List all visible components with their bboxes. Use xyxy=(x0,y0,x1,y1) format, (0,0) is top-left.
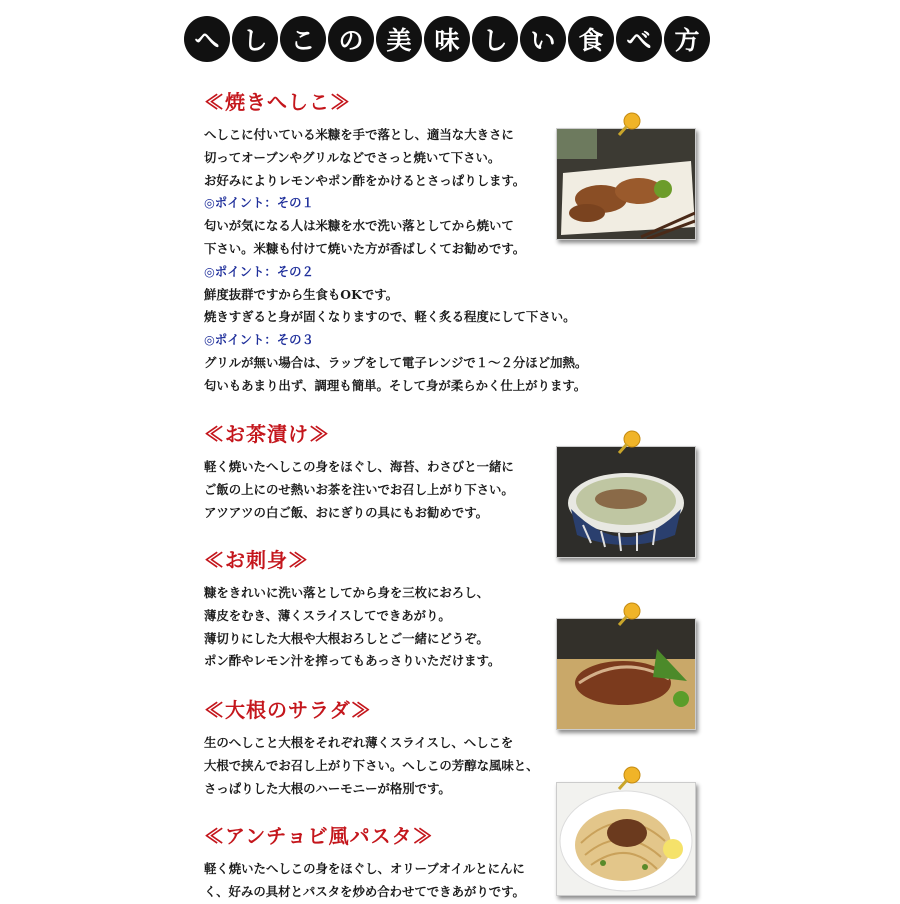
section-grilled-heshiko xyxy=(204,88,604,398)
section-daikon-salad xyxy=(204,696,604,800)
section-ochazuke xyxy=(204,420,604,524)
text-line: 軽く焼いたへしこの身をほぐし、海苔、わさびと一緒に xyxy=(204,459,514,474)
text-line: 軽く焼いたへしこの身をほぐし、オリーブオイルとにんに xyxy=(204,861,525,876)
pushpin-icon xyxy=(616,430,642,456)
ochazuke-photo xyxy=(556,446,696,558)
title-char: い xyxy=(520,16,566,62)
section-anchovy-pasta xyxy=(204,822,604,904)
section-sashimi xyxy=(204,546,604,673)
text-line: 薄切りにした大根や大根おろしとご一緒にどうぞ。 xyxy=(204,630,489,646)
text-line: グリルが無い場合は、ラップをして電子レンジで１～２分ほど加熱。 xyxy=(204,354,588,370)
pushpin-icon xyxy=(616,766,642,792)
pushpin-icon xyxy=(616,112,642,138)
text-line: 匂いもあまり出ず、調理も簡単。そして身が柔らかく仕上がります。 xyxy=(204,377,587,393)
title-char: 方 xyxy=(664,16,710,62)
text-line: アツアツの白ご飯、おにぎりの具にもお勧めです。 xyxy=(204,504,488,520)
title-char: 食 xyxy=(568,16,614,62)
text-line: 生のへしこと大根をそれぞれ薄くスライスし、へしこを xyxy=(204,735,514,750)
grilled-heshiko-photo xyxy=(556,128,696,240)
title-char: こ xyxy=(280,16,326,62)
text-line: 薄皮をむき、薄くスライスしてできあがり。 xyxy=(204,607,451,623)
section-title: ≪アンチョビ風パスタ≫ xyxy=(204,824,434,848)
point-heading: ◎ポイント：その２ xyxy=(204,263,314,279)
text-line: 切ってオーブンやグリルなどでさっと焼いて下さい。 xyxy=(204,149,501,165)
pasta-photo xyxy=(556,782,696,896)
title-char: べ xyxy=(616,16,662,62)
text-line: 鮮度抜群ですから生食もOKです。 xyxy=(204,286,399,302)
title-char: 美 xyxy=(376,16,422,62)
text-line: 焼きすぎると身が固くなりますので、軽く炙る程度にして下さい。 xyxy=(204,309,576,325)
text-line: さっぱりした大根のハーモニーが格別です。 xyxy=(204,780,451,796)
sashimi-photo xyxy=(556,618,696,730)
title-char: し xyxy=(472,16,518,62)
text-line: く、好みの具材とパスタを炒め合わせてできあがりです。 xyxy=(204,883,525,899)
title-char: へ xyxy=(184,16,230,62)
text-line: 下さい。米糠も付けて焼いた方が香ばしくてお勧めです。 xyxy=(204,240,526,256)
section-title: ≪大根のサラダ≫ xyxy=(204,698,372,722)
title-char: の xyxy=(328,16,374,62)
text-line: お好みによりレモンやポン酢をかけるとさっぱりします。 xyxy=(204,172,526,188)
text-line: へしこに付いている米糠を手で落とし、適当な大きさに xyxy=(204,127,514,142)
page-title xyxy=(184,16,710,66)
text-line: 大根で挟んでお召し上がり下さい。へしこの芳醇な風味と、 xyxy=(204,757,539,773)
title-char: 味 xyxy=(424,16,470,62)
pushpin-icon xyxy=(616,602,642,628)
point-heading: ◎ポイント：その１ xyxy=(204,195,314,211)
section-title: ≪焼きへしこ≫ xyxy=(204,90,351,114)
title-char: し xyxy=(232,16,278,62)
section-title: ≪お刺身≫ xyxy=(204,548,309,572)
section-title: ≪お茶漬け≫ xyxy=(204,422,330,446)
text-line: ポン酢やレモン汁を搾ってもあっさりいただけます。 xyxy=(204,653,501,669)
text-line: 匂いが気になる人は米糠を水で洗い落としてから焼いて xyxy=(204,218,514,234)
point-heading: ◎ポイント：その３ xyxy=(204,332,314,348)
text-line: ご飯の上にのせ熱いお茶を注いでお召し上がり下さい。 xyxy=(204,481,514,497)
text-line: 糠をきれいに洗い落としてから身を三枚におろし、 xyxy=(204,585,489,600)
